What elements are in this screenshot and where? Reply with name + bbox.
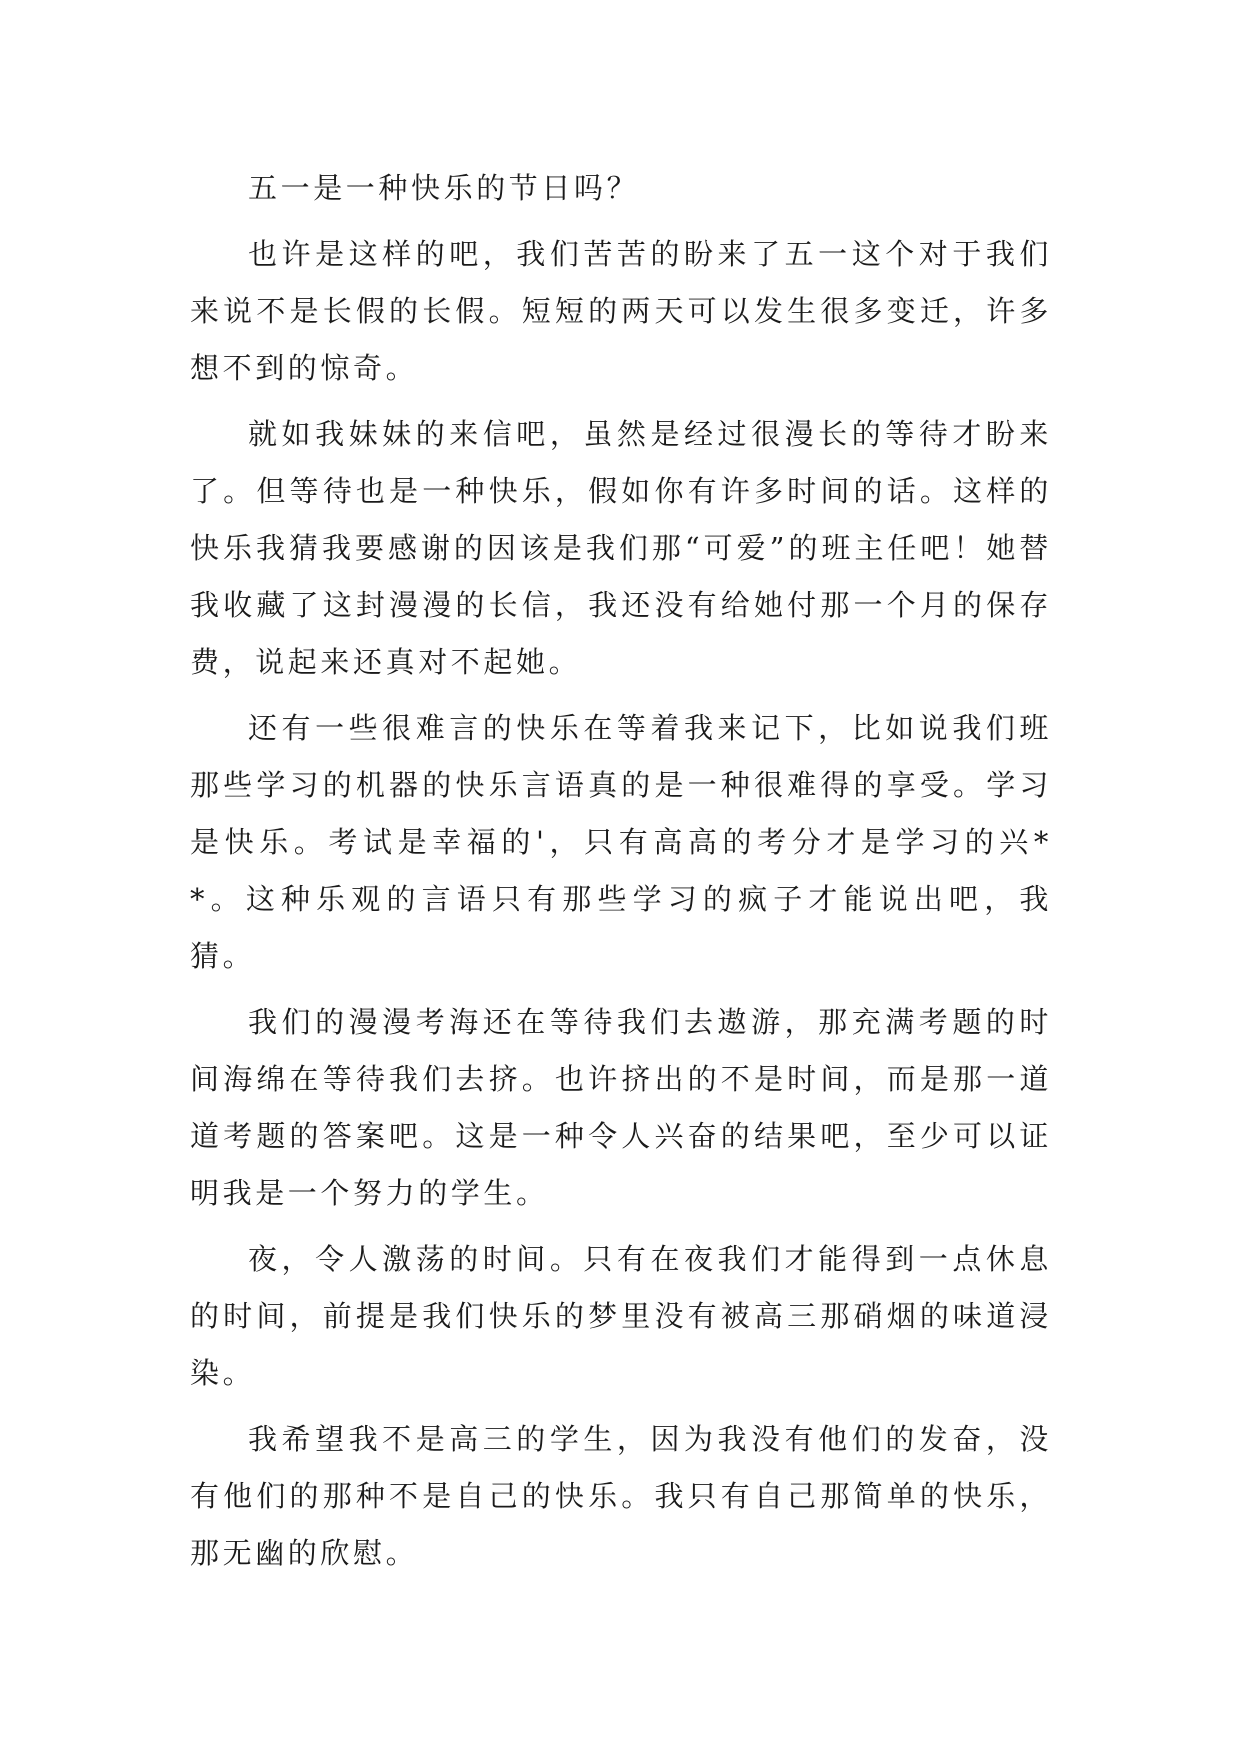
paragraph: 就如我妹妹的来信吧，虽然是经过很漫长的等待才盼来了。但等待也是一种快乐，假如你有许多时间的话。这样的快乐我猜我要感谢的因该是我们那“可爱”的班主任吧！她替我收藏了这封漫漫的长信，我还没有给她付那一个月的保存费，说起来还真对不起她。 — [190, 417, 1052, 679]
paragraph: 我们的漫漫考海还在等待我们去遨游，那充满考题的时间海绵在等待我们去挤。也许挤出的不是时间，而是那一道道考题的答案吧。这是一种令人兴奋的结果吧，至少可以证明我是一个努力的学生。 — [190, 1005, 1052, 1210]
paragraph-title-question: 五一是一种快乐的节日吗？ — [248, 171, 640, 205]
paragraph: 我希望我不是高三的学生，因为我没有他们的发奋，没有他们的那种不是自己的快乐。我只有自己那简单的快乐，那无幽的欣慰。 — [190, 1422, 1052, 1570]
paragraph: 夜，令人激荡的时间。只有在夜我们才能得到一点休息的时间，前提是我们快乐的梦里没有被高三那硝烟的味道浸染。 — [190, 1242, 1052, 1390]
document-body — [190, 160, 1052, 1591]
paragraph: 还有一些很难言的快乐在等着我来记下，比如说我们班那些学习的机器的快乐言语真的是一种很难得的享受。学习是快乐。考试是幸福的'，只有高高的考分才是学习的兴**。这种乐观的言语只有那些学习的疯子才能说出吧，我猜。 — [190, 711, 1052, 973]
paragraph: 也许是这样的吧，我们苦苦的盼来了五一这个对于我们来说不是长假的长假。短短的两天可以发生很多变迁，许多想不到的惊奇。 — [190, 237, 1052, 385]
